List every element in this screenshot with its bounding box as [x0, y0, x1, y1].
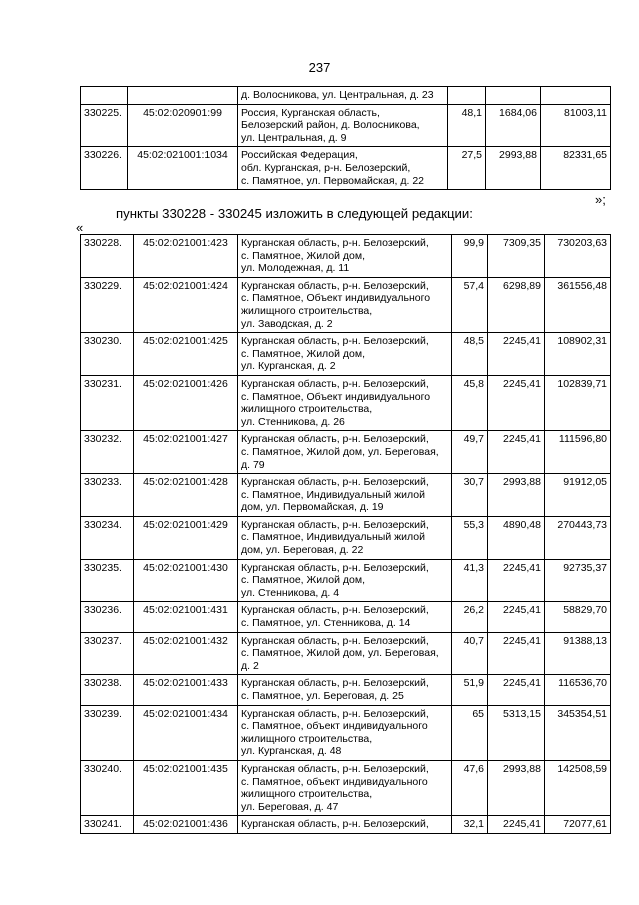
- area-cell: 49,7: [452, 431, 488, 474]
- property-table-amended: [80, 234, 611, 834]
- rate-cell: 2993,88: [488, 474, 545, 517]
- address-cell: Курганская область, р-н. Белозерский,: [238, 816, 452, 834]
- cadastral-number-cell: 45:02:021001:436: [134, 816, 238, 834]
- table-row: [81, 632, 611, 675]
- address-cell: Россия, Курганская область, Белозерский район, д. Волосникова, ул. Центральная, д. 9: [238, 104, 448, 147]
- rate-cell: 4890,48: [488, 516, 545, 559]
- rate-cell: 2245,41: [488, 816, 545, 834]
- cadastral-value-cell: [541, 87, 611, 105]
- cadastral-number-cell: [128, 87, 238, 105]
- area-cell: [448, 87, 486, 105]
- address-cell: Российская Федерация, обл. Курганская, р-н. Белозерский, с. Памятное, ул. Первомайская, д. 22: [238, 147, 448, 190]
- cadastral-value-cell: 81003,11: [541, 104, 611, 147]
- address-cell: Курганская область, р-н. Белозерский, с. Памятное, Жилой дом, ул. Береговая, д. 2: [238, 632, 452, 675]
- area-cell: 27,5: [448, 147, 486, 190]
- rate-cell: 7309,35: [488, 235, 545, 278]
- row-number-cell: 330238.: [81, 675, 134, 705]
- cadastral-number-cell: 45:02:021001:431: [134, 602, 238, 632]
- cadastral-value-cell: 72077,61: [545, 816, 611, 834]
- amendment-instruction: пункты 330228 - 330245 изложить в следующей редакции:: [116, 206, 473, 221]
- cadastral-value-cell: 142508,59: [545, 760, 611, 815]
- row-number-cell: [81, 87, 128, 105]
- cadastral-number-cell: 45:02:021001:430: [134, 559, 238, 602]
- row-number-cell: 330228.: [81, 235, 134, 278]
- row-number-cell: 330234.: [81, 516, 134, 559]
- area-cell: 45,8: [452, 375, 488, 430]
- cadastral-value-cell: 108902,31: [545, 333, 611, 376]
- rate-cell: [486, 87, 541, 105]
- row-number-cell: 330233.: [81, 474, 134, 517]
- cadastral-number-cell: 45:02:021001:432: [134, 632, 238, 675]
- rate-cell: 5313,15: [488, 705, 545, 760]
- cadastral-number-cell: 45:02:021001:435: [134, 760, 238, 815]
- address-cell: Курганская область, р-н. Белозерский, с. Памятное, объект индивидуального жилищного строительства, ул. Береговая, д. 47: [238, 760, 452, 815]
- row-number-cell: 330237.: [81, 632, 134, 675]
- cadastral-number-cell: 45:02:021001:1034: [128, 147, 238, 190]
- cadastral-number-cell: 45:02:021001:427: [134, 431, 238, 474]
- address-cell: Курганская область, р-н. Белозерский, с. Памятное, Жилой дом, ул. Береговая, д. 79: [238, 431, 452, 474]
- table-row: [81, 705, 611, 760]
- cadastral-number-cell: 45:02:021001:433: [134, 675, 238, 705]
- cadastral-number-cell: 45:02:021001:429: [134, 516, 238, 559]
- cadastral-value-cell: 361556,48: [545, 277, 611, 332]
- cadastral-value-cell: 730203,63: [545, 235, 611, 278]
- rate-cell: 2245,41: [488, 431, 545, 474]
- row-number-cell: 330235.: [81, 559, 134, 602]
- cadastral-value-cell: 91912,05: [545, 474, 611, 517]
- address-cell: Курганская область, р-н. Белозерский, с. Памятное, Объект индивидуального жилищного строительства, ул. Стенникова, д. 26: [238, 375, 452, 430]
- area-cell: 47,6: [452, 760, 488, 815]
- rate-cell: 2245,41: [488, 559, 545, 602]
- row-number-cell: 330231.: [81, 375, 134, 430]
- table-row: [81, 375, 611, 430]
- cadastral-number-cell: 45:02:021001:424: [134, 277, 238, 332]
- address-cell: Курганская область, р-н. Белозерский, с. Памятное, ул. Стенникова, д. 14: [238, 602, 452, 632]
- row-number-cell: 330236.: [81, 602, 134, 632]
- table-row: [81, 147, 611, 190]
- area-cell: 99,9: [452, 235, 488, 278]
- address-cell: Курганская область, р-н. Белозерский, с. Памятное, Жилой дом, ул. Молодежная, д. 11: [238, 235, 452, 278]
- page-number: 237: [308, 60, 331, 75]
- area-cell: 51,9: [452, 675, 488, 705]
- area-cell: 57,4: [452, 277, 488, 332]
- table-row: [81, 760, 611, 815]
- area-cell: 48,1: [448, 104, 486, 147]
- table-row: [81, 431, 611, 474]
- row-number-cell: 330240.: [81, 760, 134, 815]
- rate-cell: 2245,41: [488, 375, 545, 430]
- cadastral-value-cell: 102839,71: [545, 375, 611, 430]
- cadastral-value-cell: 111596,80: [545, 431, 611, 474]
- rate-cell: 1684,06: [486, 104, 541, 147]
- area-cell: 32,1: [452, 816, 488, 834]
- area-cell: 30,7: [452, 474, 488, 517]
- address-cell: Курганская область, р-н. Белозерский, с. Памятное, Жилой дом, ул. Стенникова, д. 4: [238, 559, 452, 602]
- table-row: [81, 333, 611, 376]
- row-number-cell: 330226.: [81, 147, 128, 190]
- rate-cell: 2245,41: [488, 675, 545, 705]
- row-number-cell: 330225.: [81, 104, 128, 147]
- rate-cell: 2245,41: [488, 602, 545, 632]
- table-row: [81, 235, 611, 278]
- rate-cell: 2245,41: [488, 333, 545, 376]
- address-cell: Курганская область, р-н. Белозерский, с. Памятное, Объект индивидуального жилищного строительства, ул. Заводская, д. 2: [238, 277, 452, 332]
- rate-cell: 2993,88: [486, 147, 541, 190]
- table-row: [81, 816, 611, 834]
- cadastral-number-cell: 45:02:020901:99: [128, 104, 238, 147]
- cadastral-value-cell: 92735,37: [545, 559, 611, 602]
- table-row: [81, 474, 611, 517]
- address-cell: д. Волосникова, ул. Центральная, д. 23: [238, 87, 448, 105]
- cadastral-value-cell: 270443,73: [545, 516, 611, 559]
- row-number-cell: 330230.: [81, 333, 134, 376]
- table-row: [81, 602, 611, 632]
- cadastral-number-cell: 45:02:021001:428: [134, 474, 238, 517]
- closing-quote: »;: [595, 192, 606, 207]
- opening-quote: «: [76, 220, 84, 235]
- table-row: [81, 516, 611, 559]
- address-cell: Курганская область, р-н. Белозерский, с. Памятное, Индивидуальный жилой дом, ул. Первомайская, д. 19: [238, 474, 452, 517]
- cadastral-value-cell: 91388,13: [545, 632, 611, 675]
- area-cell: 26,2: [452, 602, 488, 632]
- row-number-cell: 330239.: [81, 705, 134, 760]
- area-cell: 40,7: [452, 632, 488, 675]
- row-number-cell: 330241.: [81, 816, 134, 834]
- table-row: [81, 559, 611, 602]
- table-row: [81, 675, 611, 705]
- rate-cell: 6298,89: [488, 277, 545, 332]
- cadastral-number-cell: 45:02:021001:423: [134, 235, 238, 278]
- area-cell: 65: [452, 705, 488, 760]
- area-cell: 48,5: [452, 333, 488, 376]
- row-number-cell: 330232.: [81, 431, 134, 474]
- area-cell: 55,3: [452, 516, 488, 559]
- address-cell: Курганская область, р-н. Белозерский, с. Памятное, Жилой дом, ул. Курганская, д. 2: [238, 333, 452, 376]
- table-row: [81, 104, 611, 147]
- cadastral-number-cell: 45:02:021001:425: [134, 333, 238, 376]
- table-row: [81, 277, 611, 332]
- cadastral-number-cell: 45:02:021001:434: [134, 705, 238, 760]
- address-cell: Курганская область, р-н. Белозерский, с. Памятное, объект индивидуального жилищного строительства, ул. Курганская, д. 48: [238, 705, 452, 760]
- address-cell: Курганская область, р-н. Белозерский, с. Памятное, Индивидуальный жилой дом, ул. Береговая, д. 22: [238, 516, 452, 559]
- cadastral-number-cell: 45:02:021001:426: [134, 375, 238, 430]
- rate-cell: 2245,41: [488, 632, 545, 675]
- cadastral-value-cell: 82331,65: [541, 147, 611, 190]
- area-cell: 41,3: [452, 559, 488, 602]
- cadastral-value-cell: 58829,70: [545, 602, 611, 632]
- property-table-continued: [80, 86, 611, 190]
- cadastral-value-cell: 345354,51: [545, 705, 611, 760]
- row-number-cell: 330229.: [81, 277, 134, 332]
- address-cell: Курганская область, р-н. Белозерский, с. Памятное, ул. Береговая, д. 25: [238, 675, 452, 705]
- table-row: [81, 87, 611, 105]
- rate-cell: 2993,88: [488, 760, 545, 815]
- cadastral-value-cell: 116536,70: [545, 675, 611, 705]
